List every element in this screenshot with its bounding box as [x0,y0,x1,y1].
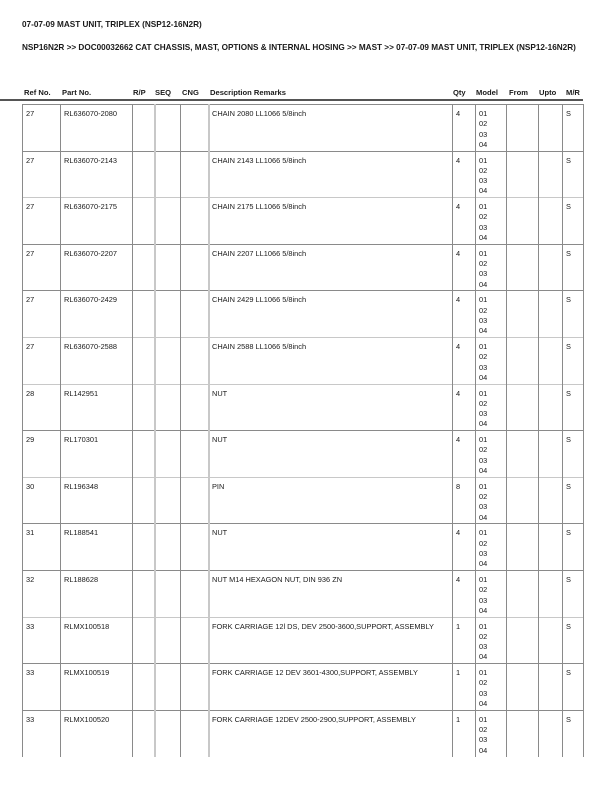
page-title: 07-07-09 MAST UNIT, TRIPLEX (NSP12-16N2R) [22,20,202,29]
description-cell: FORK CARRIAGE 12l DS, DEV 2500-3600,SUPPORT, ASSEMBLY [212,621,434,631]
model-code: 02 [479,398,488,408]
model-code: 03 [479,315,488,325]
seq-cell [154,431,180,477]
rp-cell [132,338,154,384]
model-code: 02 [479,445,488,455]
ref-no-cell: 30 [26,481,35,491]
model-code: 02 [479,678,488,688]
from-cell [506,245,538,291]
model-code: 04 [479,326,488,336]
upto-cell [538,571,562,617]
mr-cell: S [566,714,571,724]
upto-cell [538,245,562,291]
mr-cell: S [566,248,571,258]
seq-cell [154,478,180,524]
qty-cell: 1 [456,668,461,678]
cng-cell [180,524,208,570]
model-code: 04 [479,699,488,709]
mr-cell: S [566,202,571,212]
model-code: 01 [479,528,488,538]
model-code: 01 [479,109,488,118]
model-code: 01 [479,388,488,398]
model-code: 02 [479,165,488,175]
ref-no-cell: 33 [26,621,35,631]
rp-cell [132,618,154,664]
ref-no-cell: 31 [26,528,35,538]
description-cell: CHAIN 2588 LL1066 5/8inch [212,341,307,351]
cng-cell [180,711,208,757]
column-header-model: Model [476,88,498,97]
rp-cell [132,152,154,198]
model-code: 02 [479,305,488,315]
model-code: 01 [479,668,488,678]
column-header-mr: M/R [566,88,580,97]
model-code: 03 [479,595,488,605]
seq-cell [154,618,180,664]
upto-cell [538,291,562,337]
model-cell [475,571,506,617]
model-cell [475,291,506,337]
model-code: 03 [479,548,488,558]
from-cell [506,524,538,570]
column-divider [452,104,453,757]
upto-cell [538,711,562,757]
qty-cell: 4 [456,295,461,305]
column-header-part-no: Part No. [62,88,92,97]
qty-cell: 1 [456,714,461,724]
mr-cell: S [566,481,571,491]
part-no-cell: RL188541 [64,528,99,538]
mr-cell: S [566,155,571,165]
model-code: 04 [479,605,488,615]
qty-cell: 4 [456,202,461,212]
column-divider [132,104,133,757]
ref-no-cell: 27 [26,202,35,212]
column-divider [22,104,23,757]
from-cell [506,338,538,384]
model-cell [475,478,506,524]
table-row [22,477,583,524]
model-code: 03 [479,455,488,465]
column-header-upto: Upto [539,88,557,97]
part-no-cell: RLMX100520 [64,714,110,724]
model-cell [475,618,506,664]
model-code: 03 [479,129,488,139]
model-code: 02 [479,119,488,129]
from-cell [506,431,538,477]
description-cell: FORK CARRIAGE 12DEV 2500-2900,SUPPORT, ASSEMBLY [212,714,416,724]
column-divider [475,104,476,757]
parts-table [22,104,583,756]
seq-cell [154,245,180,291]
part-no-cell: RLMX100518 [64,621,110,631]
rp-cell [132,478,154,524]
model-code: 04 [479,233,488,243]
part-no-cell: RLMX100519 [64,668,110,678]
upto-cell [538,385,562,431]
cng-cell [180,152,208,198]
qty-cell: 4 [456,109,461,118]
cng-cell [180,385,208,431]
model-code: 03 [479,502,488,512]
qty-cell: 4 [456,435,461,445]
model-cell [475,524,506,570]
model-cell [475,431,506,477]
from-cell [506,478,538,524]
rp-cell [132,198,154,244]
qty-cell: 8 [456,481,461,491]
cng-cell [180,198,208,244]
model-code: 03 [479,735,488,745]
seq-cell [154,385,180,431]
rp-cell [132,385,154,431]
part-no-cell: RL196348 [64,481,99,491]
ref-no-cell: 27 [26,295,35,305]
part-no-cell: RL170301 [64,435,99,445]
description-cell: NUT [212,528,228,538]
description-cell: FORK CARRIAGE 12 DEV 3601-4300,SUPPORT, ASSEMBLY [212,668,418,678]
model-code: 03 [479,222,488,232]
description-cell: NUT [212,435,228,445]
column-header-seq: SEQ [155,88,172,97]
ref-no-cell: 33 [26,714,35,724]
cng-cell [180,431,208,477]
description-cell: CHAIN 2429 LL1066 5/8inch [212,295,307,305]
qty-cell: 4 [456,155,461,165]
upto-cell [538,198,562,244]
table-row [22,151,583,198]
model-cell [475,711,506,757]
part-no-cell: RL636070-2207 [64,248,118,258]
column-divider [154,104,156,757]
table-row [22,337,583,384]
model-cell [475,105,506,151]
model-cell [475,198,506,244]
cng-cell [180,571,208,617]
cng-cell [180,618,208,664]
part-no-cell: RL636070-2143 [64,155,118,165]
ref-no-cell: 27 [26,155,35,165]
mr-cell: S [566,388,571,398]
model-code: 01 [479,481,488,491]
model-cell [475,152,506,198]
rp-cell [132,571,154,617]
rp-cell [132,105,154,151]
part-no-cell: RL188628 [64,574,99,584]
model-code: 02 [479,538,488,548]
model-code: 01 [479,574,488,584]
model-code: 01 [479,248,488,258]
ref-no-cell: 32 [26,574,35,584]
column-header-description: Description Remarks [210,88,286,97]
model-code: 02 [479,585,488,595]
rp-cell [132,664,154,710]
column-divider [583,104,584,757]
table-row [22,663,583,710]
ref-no-cell: 27 [26,341,35,351]
seq-cell [154,152,180,198]
column-header-ref-no: Ref No. [24,88,51,97]
table-row [22,384,583,431]
mr-cell: S [566,528,571,538]
seq-cell [154,291,180,337]
table-row [22,197,583,244]
mr-cell: S [566,621,571,631]
model-cell [475,385,506,431]
table-row [22,430,583,477]
upto-cell [538,618,562,664]
rp-cell [132,245,154,291]
column-header-rp: R/P [133,88,146,97]
cng-cell [180,478,208,524]
model-code: 01 [479,202,488,212]
model-code: 04 [479,559,488,569]
ref-no-cell: 27 [26,248,35,258]
seq-cell [154,105,180,151]
model-code: 02 [479,212,488,222]
from-cell [506,105,538,151]
upto-cell [538,478,562,524]
qty-cell: 4 [456,388,461,398]
upto-cell [538,105,562,151]
description-cell: CHAIN 2143 LL1066 5/8inch [212,155,307,165]
model-code: 01 [479,341,488,351]
cng-cell [180,105,208,151]
seq-cell [154,524,180,570]
part-no-cell: RL636070-2429 [64,295,118,305]
from-cell [506,571,538,617]
model-code: 01 [479,435,488,445]
upto-cell [538,431,562,477]
from-cell [506,291,538,337]
column-divider [506,104,507,757]
qty-cell: 4 [456,248,461,258]
model-code: 04 [479,745,488,755]
part-no-cell: RL636070-2080 [64,109,118,118]
model-code: 02 [479,725,488,735]
column-divider [60,104,61,757]
ref-no-cell: 27 [26,109,35,118]
model-code: 03 [479,642,488,652]
model-code: 01 [479,295,488,305]
qty-cell: 4 [456,528,461,538]
from-cell [506,711,538,757]
model-code: 02 [479,492,488,502]
model-code: 03 [479,269,488,279]
rp-cell [132,524,154,570]
cng-cell [180,291,208,337]
table-row [22,570,583,617]
table-row [22,104,583,151]
from-cell [506,385,538,431]
description-cell: CHAIN 2175 LL1066 5/8inch [212,202,307,212]
model-code: 04 [479,186,488,196]
description-cell: NUT M14 HEXAGON NUT, DIN 936 ZN [212,574,343,584]
qty-cell: 1 [456,621,461,631]
ref-no-cell: 28 [26,388,35,398]
mr-cell: S [566,435,571,445]
table-row [22,523,583,570]
model-code: 03 [479,688,488,698]
upto-cell [538,664,562,710]
model-code: 02 [479,352,488,362]
model-code: 03 [479,409,488,419]
seq-cell [154,571,180,617]
model-code: 01 [479,155,488,165]
header-divider [0,99,583,101]
from-cell [506,618,538,664]
seq-cell [154,711,180,757]
part-no-cell: RL142951 [64,388,99,398]
model-code: 04 [479,419,488,429]
from-cell [506,198,538,244]
rp-cell [132,431,154,477]
column-divider [208,104,210,757]
seq-cell [154,338,180,384]
model-code: 04 [479,279,488,289]
column-divider [180,104,181,757]
from-cell [506,664,538,710]
model-code: 02 [479,631,488,641]
model-code: 03 [479,176,488,186]
mr-cell: S [566,341,571,351]
column-header-from: From [509,88,528,97]
table-row [22,617,583,664]
seq-cell [154,198,180,244]
ref-no-cell: 29 [26,435,35,445]
model-code: 04 [479,512,488,522]
cng-cell [180,245,208,291]
model-cell [475,338,506,384]
model-code: 04 [479,466,488,476]
description-cell: CHAIN 2080 LL1066 5/8inch [212,109,307,118]
model-cell [475,664,506,710]
column-header-cng: CNG [182,88,199,97]
column-header-qty: Qty [453,88,466,97]
model-code: 03 [479,362,488,372]
rp-cell [132,291,154,337]
description-cell: NUT [212,388,228,398]
table-row [22,244,583,291]
qty-cell: 4 [456,574,461,584]
mr-cell: S [566,574,571,584]
column-divider [538,104,539,757]
table-row [22,290,583,337]
upto-cell [538,524,562,570]
upto-cell [538,152,562,198]
mr-cell: S [566,109,571,118]
model-code: 04 [479,652,488,662]
ref-no-cell: 33 [26,668,35,678]
rp-cell [132,711,154,757]
description-cell: PIN [212,481,225,491]
seq-cell [154,664,180,710]
model-code: 01 [479,621,488,631]
from-cell [506,152,538,198]
description-cell: CHAIN 2207 LL1066 5/8inch [212,248,307,258]
model-code: 02 [479,259,488,269]
cng-cell [180,338,208,384]
mr-cell: S [566,295,571,305]
model-code: 04 [479,372,488,382]
qty-cell: 4 [456,341,461,351]
breadcrumb: NSP16N2R >> DOC00032662 CAT CHASSIS, MAST, OPTIONS & INTERNAL HOSING >> MAST >> 07-07-09 MAST UNIT, TRIPLEX (NSP12-16N2R) [22,43,576,52]
column-divider [562,104,563,757]
table-row [22,710,583,757]
cng-cell [180,664,208,710]
part-no-cell: RL636070-2588 [64,341,118,351]
model-code: 04 [479,139,488,149]
model-code: 01 [479,714,488,724]
part-no-cell: RL636070-2175 [64,202,118,212]
model-cell [475,245,506,291]
upto-cell [538,338,562,384]
mr-cell: S [566,668,571,678]
